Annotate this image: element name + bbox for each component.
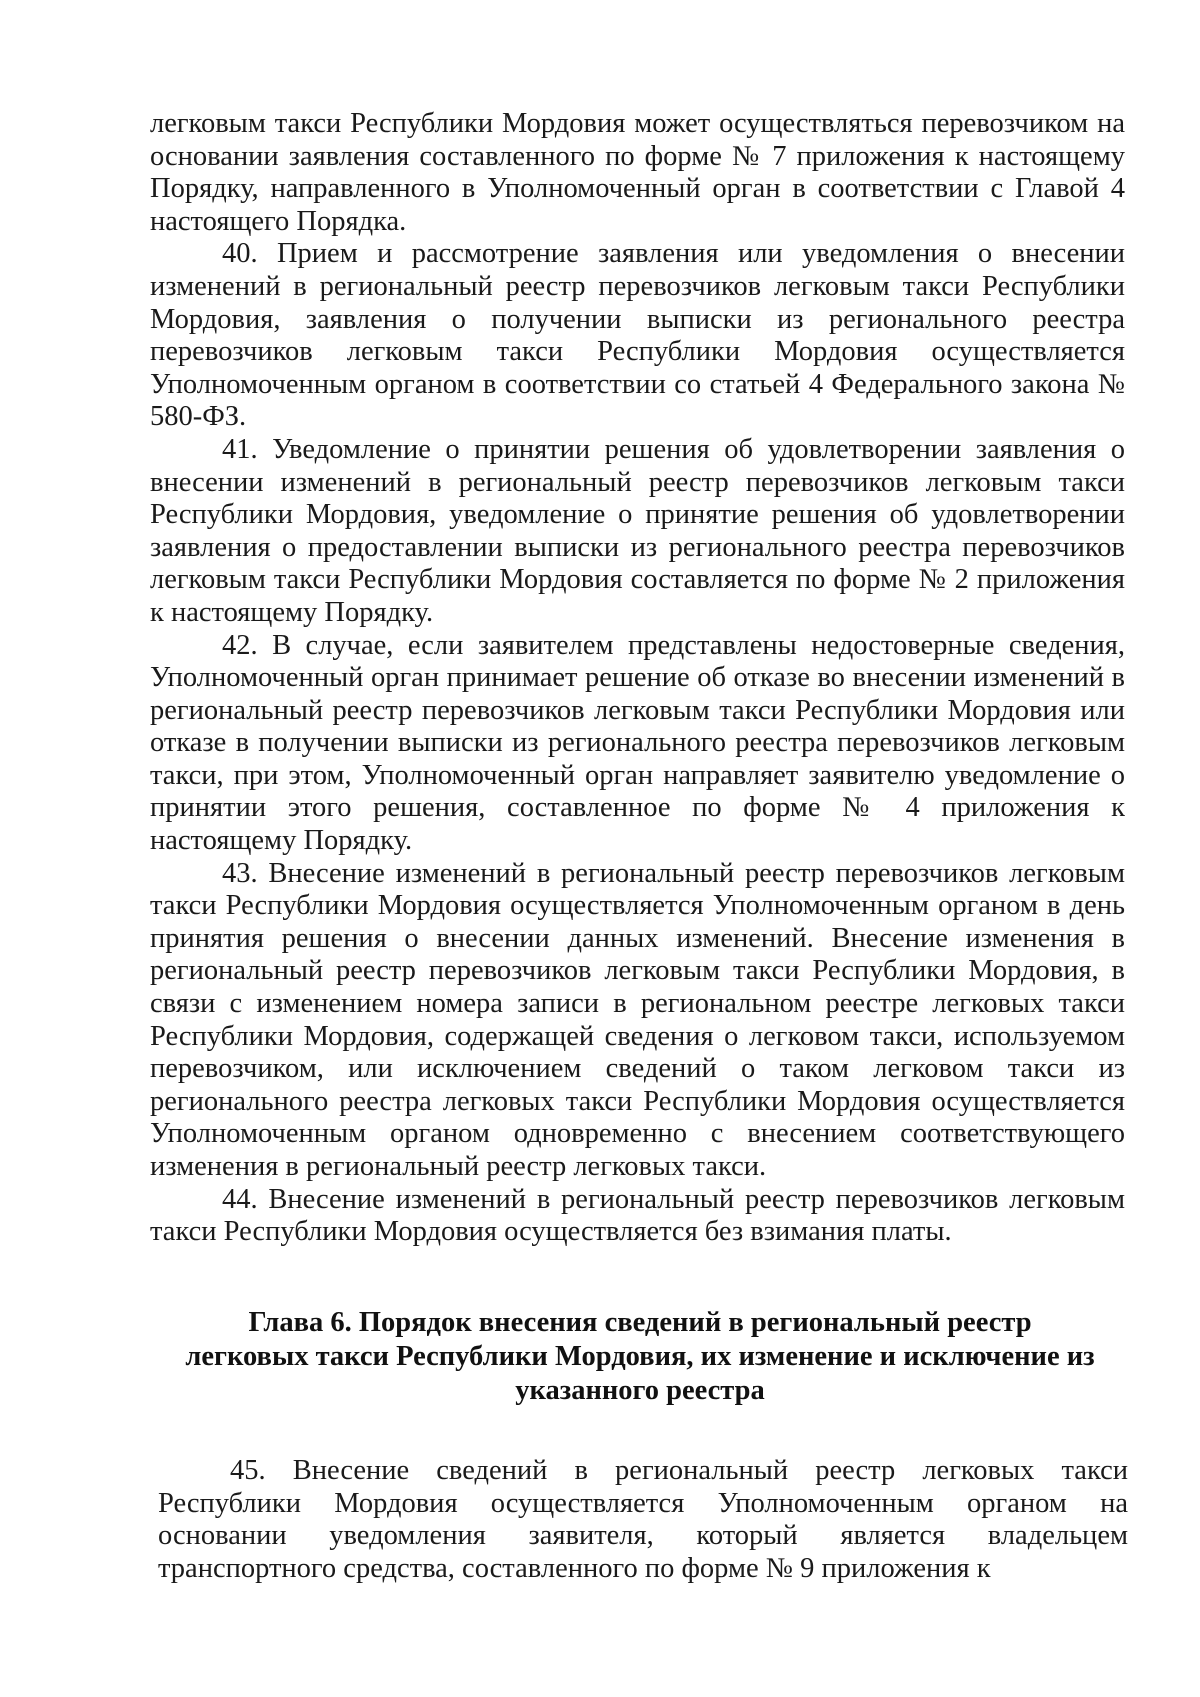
chapter-6-heading xyxy=(160,1306,1120,1408)
paragraph-42: 42. В случае, если заявителем представлены недостоверные сведения, Уполномоченный орган принимает решение об отказе во внесении изменений в региональный реестр перевозчиков легковым такси Республики Мордовия или отказе в получении выписки из регионального реестра перевозчиков легковым такси, при этом, Уполномоченный орган направляет заявителю уведомление о принятии этого решения, составленное по форме № 4 приложения к настоящему Порядку. xyxy=(150,629,1125,857)
heading-line-2: легковых такси Республики Мордовия, их изменение и исключение из xyxy=(185,1341,1095,1372)
heading-line-3: указанного реестра xyxy=(515,1375,765,1406)
body-text-bottom xyxy=(158,1455,1128,1585)
paragraph-43: 43. Внесение изменений в региональный реестр перевозчиков легковым такси Республики Мордовия осуществляется Уполномоченным органом в день принятия решения о внесении данных изменений. Внесение изменения в региональный реестр перевозчиков легковым такси Республики Мордовия, в связи с изменением номера записи в региональном реестре легковых такси Республики Мордовия, содержащей сведения о легковом такси, используемом перевозчиком, или исключением сведений о таком легковом такси из регионального реестра легковых такси Республики Мордовия осуществляется Уполномоченным органом одновременно с внесением соответствующего изменения в региональный реестр легковых такси. xyxy=(150,857,1125,1182)
paragraph-45: 45. Внесение сведений в региональный реестр легковых такси Республики Мордовия осуществляется Уполномоченным органом на основании уведомления заявителя, который является владельцем транспортного средства, составленного по форме № 9 приложения к xyxy=(158,1455,1128,1584)
paragraph-44: 44. Внесение изменений в региональный реестр перевозчиков легковым такси Республики Мордовия осуществляется без взимания платы. xyxy=(150,1183,1125,1248)
paragraph-41: 41. Уведомление о принятии решения об удовлетворении заявления о внесении изменений в региональный реестр перевозчиков легковым такси Республики Мордовия, уведомление о принятие решения об удовлетворении заявления о предоставлении выписки из регионального реестра перевозчиков легковым такси Республики Мордовия составляется по форме № 2 приложения к настоящему Порядку. xyxy=(150,433,1125,628)
paragraph-39-continuation: легковым такси Республики Мордовия может осуществляться перевозчиком на основании заявления составленного по форме № 7 приложения к настоящему Порядку, направленного в Уполномоченный орган в соответствии с Главой 4 настоящего Порядка. xyxy=(150,108,1125,237)
paragraph-40: 40. Прием и рассмотрение заявления или уведомления о внесении изменений в региональный реестр перевозчиков легковым такси Республики Мордовия, заявления о получении выписки из регионального реестра перевозчиков легковым такси Республики Мордовия осуществляется Уполномоченным органом в соответствии со статьей 4 Федерального закона № 580-ФЗ. xyxy=(150,238,1125,433)
body-text-top xyxy=(150,108,1125,1249)
heading-line-1: Глава 6. Порядок внесения сведений в региональный реестр xyxy=(248,1307,1032,1338)
